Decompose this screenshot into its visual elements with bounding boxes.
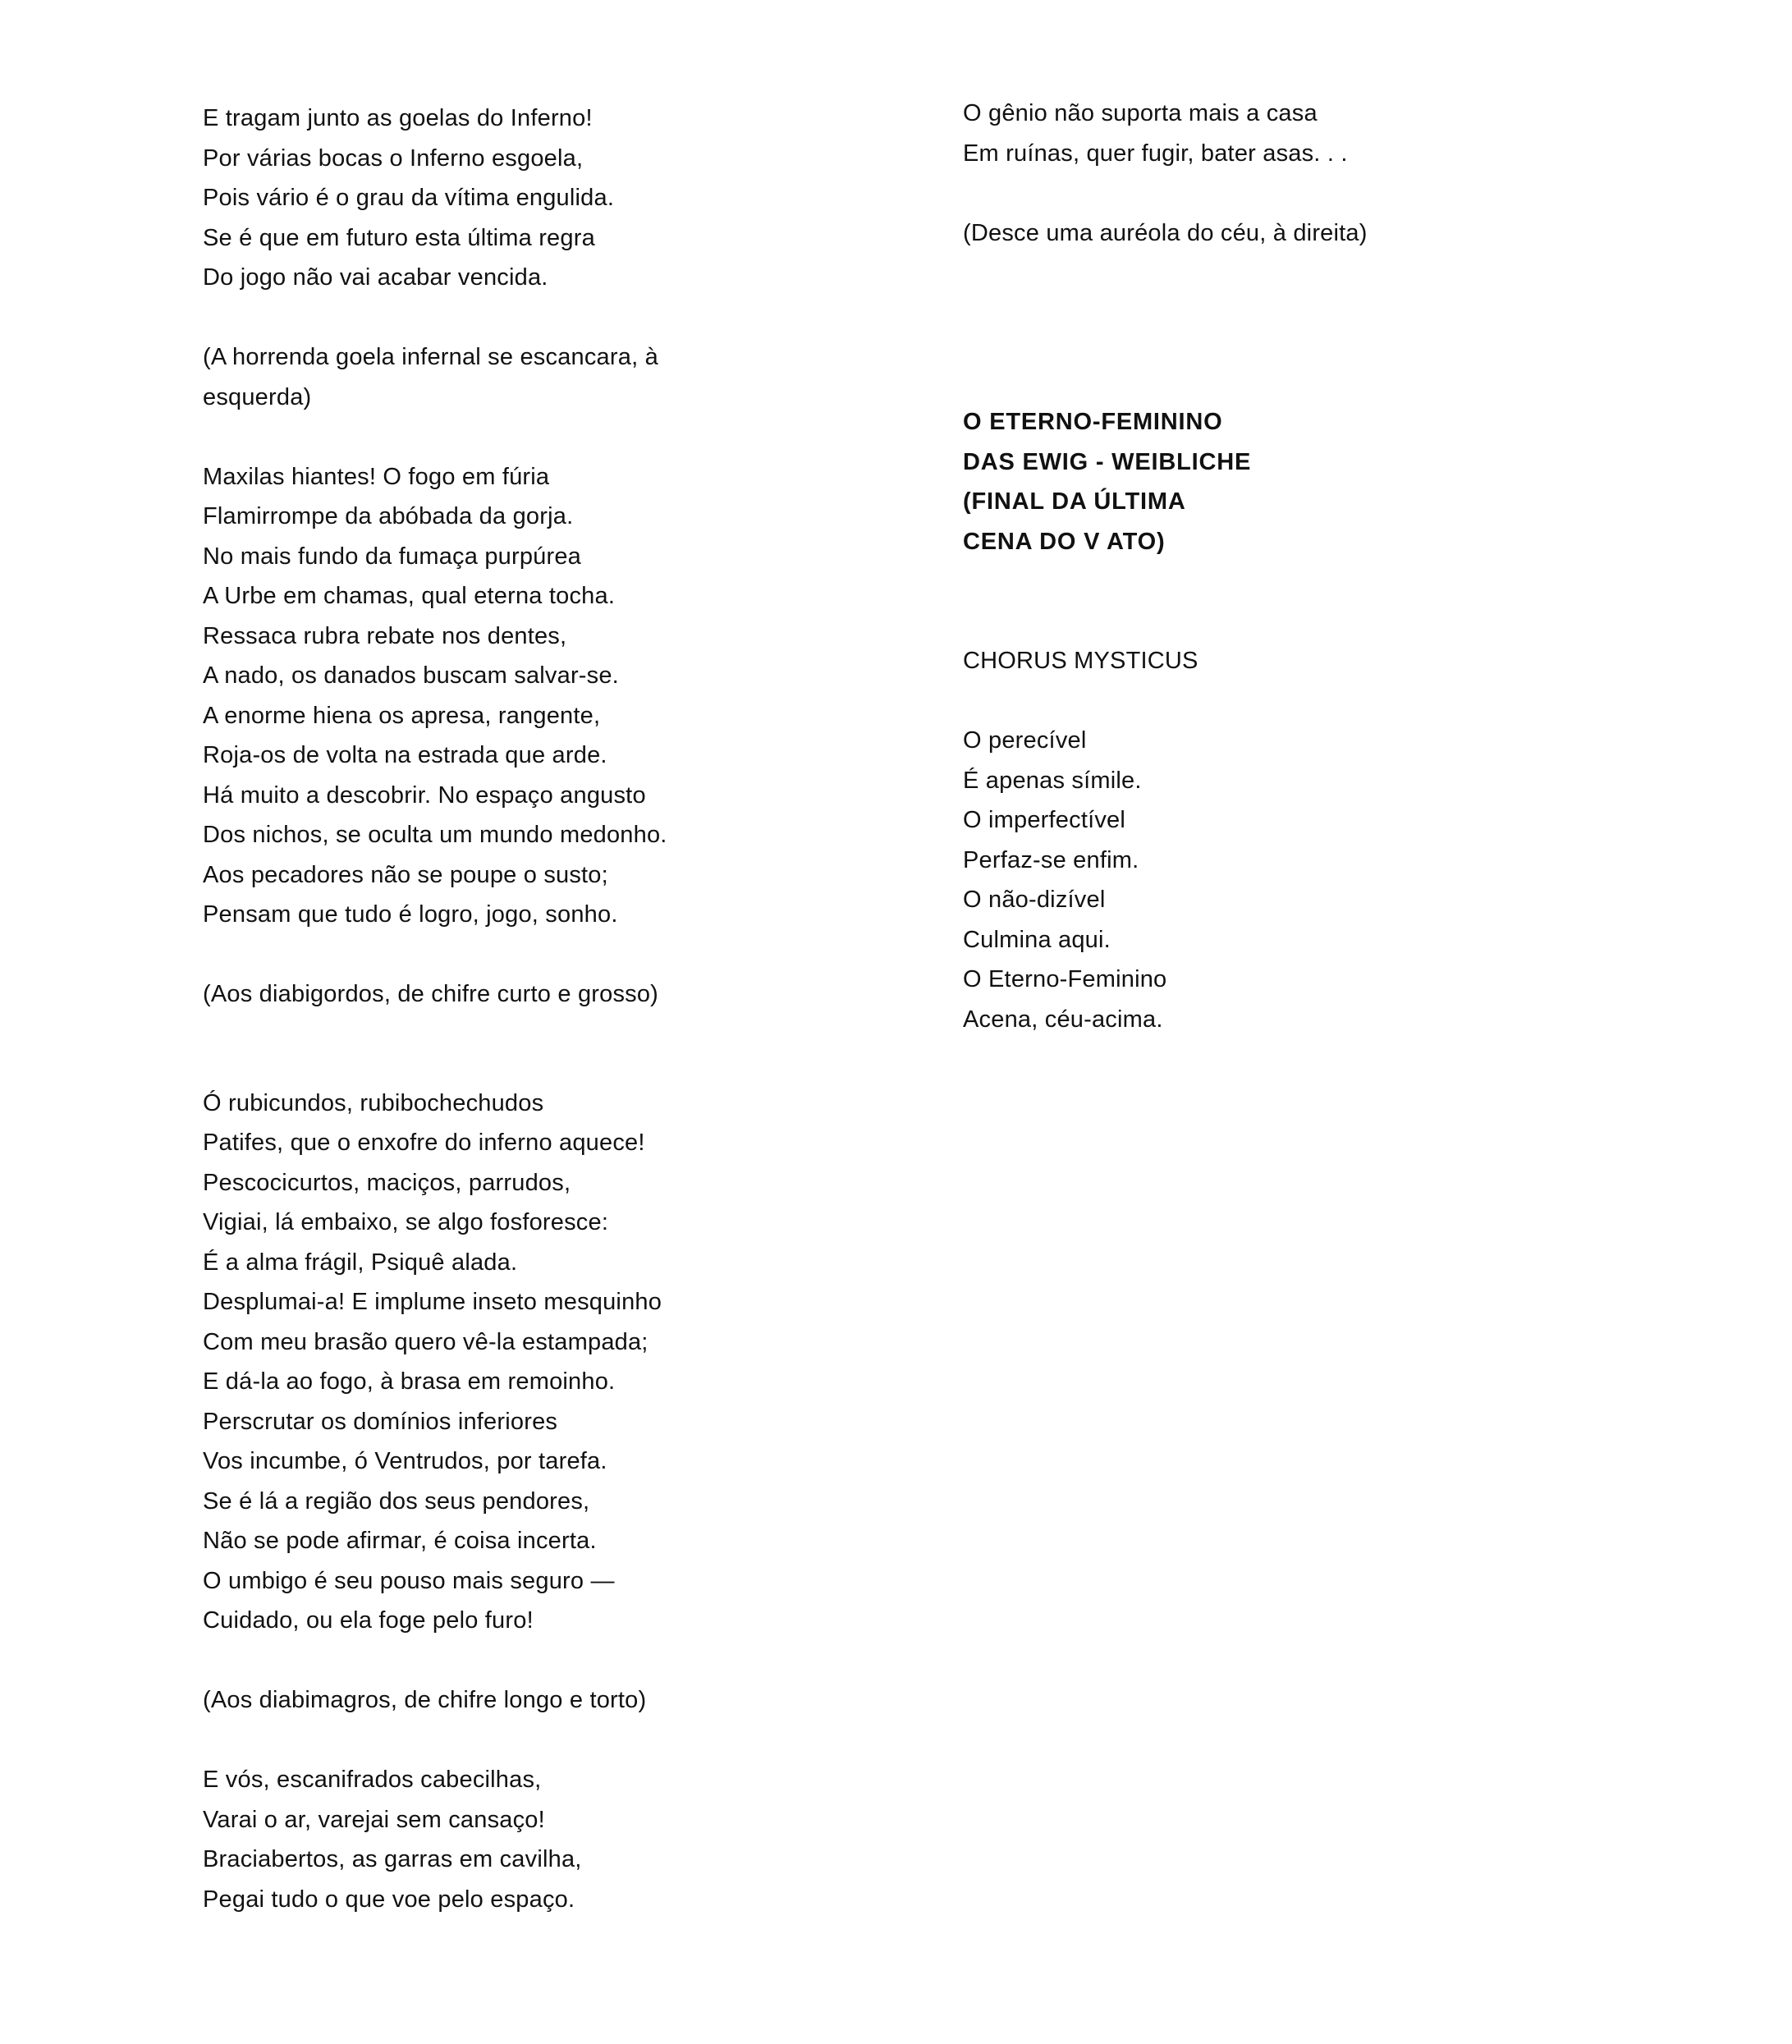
- verse-line: O perecível: [963, 727, 1087, 754]
- verse-line: Vigiai, lá embaixo, se algo fosforesce:: [203, 1209, 609, 1235]
- verse-line: A nado, os danados buscam salvar-se.: [203, 662, 619, 689]
- verse-line: Culmina aqui.: [963, 926, 1111, 953]
- verse-line: Ó rubicundos, rubibochechudos: [203, 1089, 544, 1116]
- verse-line: Pescocicurtos, maciços, parrudos,: [203, 1169, 571, 1196]
- stage-direction-line: esquerda): [203, 383, 312, 410]
- right-column: [963, 94, 1620, 1039]
- verse-line: Por várias bocas o Inferno esgoela,: [203, 144, 584, 172]
- verse-line: Vos incumbe, ó Ventrudos, por tarefa.: [203, 1448, 607, 1474]
- verse-line: A Urbe em chamas, qual eterna tocha.: [203, 583, 616, 609]
- heading-line: O ETERNO-FEMININO: [963, 409, 1223, 435]
- verse-line: Ressaca rubra rebate nos dentes,: [203, 622, 567, 649]
- stage-direction-aureola: (Desce uma auréola do céu, à direita): [963, 219, 1368, 246]
- verse-line: É a alma frágil, Psiquê alada.: [203, 1249, 518, 1276]
- stage-direction-diabigordos: (Aos diabigordos, de chifre curto e grosso): [203, 981, 659, 1007]
- stanza-maxilas: [203, 457, 942, 935]
- stage-direction-diabimagros: (Aos diabimagros, de chifre longo e torto): [203, 1687, 647, 1713]
- verse-line: O imperfectível: [963, 807, 1125, 833]
- chorus-stanza: [963, 721, 1620, 1039]
- verse-line: A enorme hiena os apresa, rangente,: [203, 702, 601, 729]
- stanza-genio: [963, 94, 1620, 173]
- verse-line: Pegai tudo o que voe pelo espaço.: [203, 1886, 575, 1913]
- verse-line: E dá-la ao fogo, à brasa em remoinho.: [203, 1368, 616, 1395]
- chorus-title: CHORUS MYSTICUS: [963, 648, 1198, 674]
- verse-line: Maxilas hiantes! O fogo em fúria: [203, 463, 550, 490]
- stage-direction-line: (A horrenda goela infernal se escancara, à: [203, 344, 658, 370]
- verse-line: O gênio não suporta mais a casa: [963, 100, 1318, 126]
- verse-line: Pensam que tudo é logro, jogo, sonho.: [203, 901, 618, 928]
- left-column: [203, 99, 942, 1919]
- verse-line: O Eterno-Feminino: [963, 966, 1167, 992]
- verse-line: E tragam junto as goelas do Inferno!: [203, 105, 593, 131]
- verse-line: Acena, céu-acima.: [963, 1006, 1163, 1033]
- verse-line: Pois vário é o grau da vítima engulida.: [203, 185, 615, 211]
- verse-line: Braciabertos, as garras em cavilha,: [203, 1846, 582, 1872]
- verse-line: Cuidado, ou ela foge pelo furo!: [203, 1607, 534, 1634]
- verse-line: E vós, escanifrados cabecilhas,: [203, 1767, 542, 1793]
- verse-line: Em ruínas, quer fugir, bater asas. . .: [963, 140, 1348, 167]
- verse-line: Dos nichos, se oculta um mundo medonho.: [203, 822, 667, 848]
- verse-line: Patifes, que o enxofre do inferno aquece!: [203, 1130, 645, 1156]
- heading-line: (FINAL DA ÚLTIMA: [963, 488, 1186, 515]
- heading-line: DAS EWIG - WEIBLICHE: [963, 448, 1252, 475]
- verse-line: No mais fundo da fumaça purpúrea: [203, 543, 581, 570]
- section-heading: [963, 402, 1620, 561]
- verse-line: O não-dizível: [963, 887, 1106, 913]
- heading-line: CENA DO V ATO): [963, 528, 1166, 555]
- stage-direction-goela: [203, 337, 942, 417]
- stanza-rubicundos: [203, 1084, 942, 1641]
- verse-line: É apenas símile.: [963, 767, 1142, 794]
- verse-line: Desplumai-a! E implume inseto mesquinho: [203, 1289, 662, 1315]
- verse-line: Do jogo não vai acabar vencida.: [203, 264, 548, 291]
- verse-line: Aos pecadores não se poupe o susto;: [203, 861, 608, 888]
- verse-line: Varai o ar, varejai sem cansaço!: [203, 1806, 545, 1833]
- verse-line: Se é lá a região dos seus pendores,: [203, 1487, 590, 1515]
- verse-line: O umbigo é seu pouso mais seguro —: [203, 1567, 615, 1594]
- verse-line: Com meu brasão quero vê-la estampada;: [203, 1328, 649, 1355]
- verse-line: Se é que em futuro esta última regra: [203, 224, 595, 251]
- verse-line: Há muito a descobrir. No espaço angusto: [203, 781, 646, 809]
- verse-line: Roja-os de volta na estrada que arde.: [203, 742, 607, 768]
- verse-line: Perfaz-se enfim.: [963, 846, 1139, 873]
- stanza-escanifrados: [203, 1760, 942, 1919]
- verse-line: Não se pode afirmar, é coisa incerta.: [203, 1528, 597, 1554]
- stanza-goelas: [203, 99, 942, 298]
- verse-line: Flamirrompe da abóbada da gorja.: [203, 503, 574, 529]
- verse-line: Perscrutar os domínios inferiores: [203, 1408, 558, 1435]
